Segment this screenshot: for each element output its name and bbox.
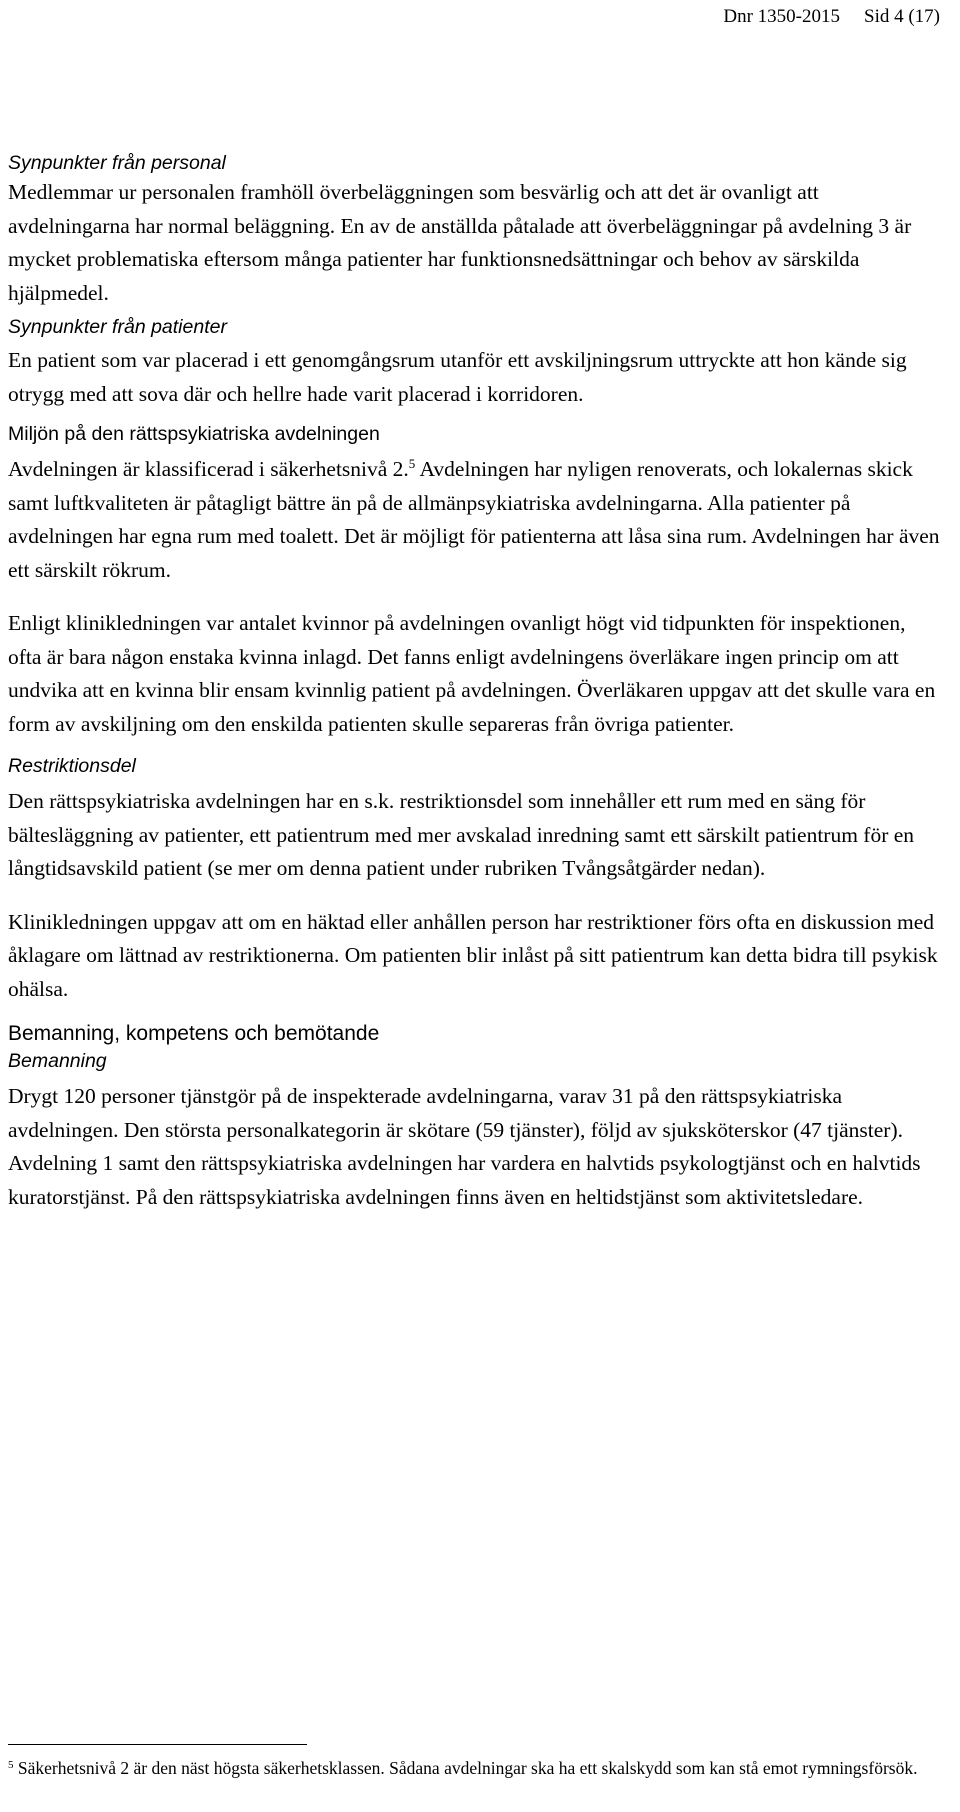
paragraph-restriktion-1: Den rättspsykiatriska avdelningen har en s.k. restriktionsdel som innehåller ett rum med en säng för bältesläggning av patienter, ett patientrum med mer avskalad inredning samt ett särskilt patientrum för en långtidsavskild patient (se mer om denna patient under rubriken Tvångsåtgärder nedan). bbox=[8, 789, 915, 880]
paragraph-patienter: En patient som var placerad i ett genomgångsrum utanför ett avskiljningsrum uttryckte att hon kände sig otrygg med att sova där och hellre hade varit placerad i korridoren. bbox=[8, 348, 907, 406]
footnote-reference: 5 bbox=[408, 456, 416, 471]
paragraph-miljo-1 bbox=[8, 453, 943, 587]
document-body bbox=[8, 150, 943, 1214]
heading-synpunkter-personal: Synpunkter från personal bbox=[8, 152, 226, 174]
footnote-number: 5 bbox=[8, 1759, 14, 1771]
heading-miljo: Miljön på den rättspsykiatriska avdelningen bbox=[8, 423, 380, 445]
page-header bbox=[699, 4, 940, 30]
footnote-text: Säkerhetsnivå 2 är den näst högsta säkerhetsklassen. Sådana avdelningar ska ha ett skalskydd som kan stå emot rymningsförsök. bbox=[13, 1758, 918, 1778]
footnote bbox=[8, 1756, 938, 1780]
miljo-text-a: Avdelningen är klassificerad i säkerhetsnivå 2. bbox=[8, 457, 409, 481]
paragraph-miljo-2: Enligt klinikledningen var antalet kvinnor på avdelningen ovanligt högt vid tidpunkten för inspektionen, ofta är bara någon enstaka kvinna inlagd. Det fanns enligt avdelningens överläkare ingen princip om att undvika att en kvinna blir ensam kvinnlig patient på avdelningen. Överläkaren uppgav att det skulle vara en form av avskiljning om den enskilda patienten skulle separeras från övriga patienter. bbox=[8, 611, 936, 736]
paragraph-restriktion-2: Klinikledningen uppgav att om en häktad eller anhållen person har restriktioner förs ofta en diskussion med åklagare om lättnad av restriktionerna. Om patienten blir inlåst på sitt patientrum kan detta bidra till psykisk ohälsa. bbox=[8, 909, 938, 1001]
heading-restriktionsdel: Restriktionsdel bbox=[8, 755, 136, 777]
paragraph-bemanning: Drygt 120 personer tjänstgör på de inspekterade avdelningarna, varav 31 på den rättspsykiatriska avdelningen. Den största personalkategorin är skötare (59 tjänster), följd av sjuksköterskor (47 tjänster). Avdelning 1 samt den rättspsykiatriska avdelningen har vardera en halvtids psykologtjänst och en halvtids kuratorstjänst. På den rättspsykiatriska avdelningen finns även en heltidstjänst som aktivitetsledare. bbox=[8, 1084, 921, 1209]
heading-bemanning: Bemanning bbox=[8, 1050, 107, 1072]
paragraph-personal: Medlemmar ur personalen framhöll överbeläggningen som besvärlig och att det är ovanligt att avdelningarna har normal beläggning. En av de anställda påtalade att överbeläggningar på avdelning 3 är mycket problematiska eftersom många patienter har funktionsnedsättningar och behov av särskilda hjälpmedel. bbox=[8, 180, 912, 305]
page-number: Sid 4 (17) bbox=[864, 6, 940, 27]
footnote-separator bbox=[8, 1744, 307, 1745]
heading-bemanning-kompetens: Bemanning, kompetens och bemötande bbox=[8, 1022, 380, 1045]
document-number: Dnr 1350-2015 bbox=[723, 6, 840, 27]
heading-synpunkter-patienter: Synpunkter från patienter bbox=[8, 316, 227, 338]
miljo-text-b: Avdelningen har nyligen renoverats, och lokalernas skick samt luftkvaliteten är påtagligt bättre än på de allmänpsykiatriska avdelningarna. Alla patienter på avdelningen har egna rum med toalett. Det är möjligt för patienterna att låsa sina rum. Avdelningen har även ett särskilt rökrum. bbox=[8, 457, 940, 582]
